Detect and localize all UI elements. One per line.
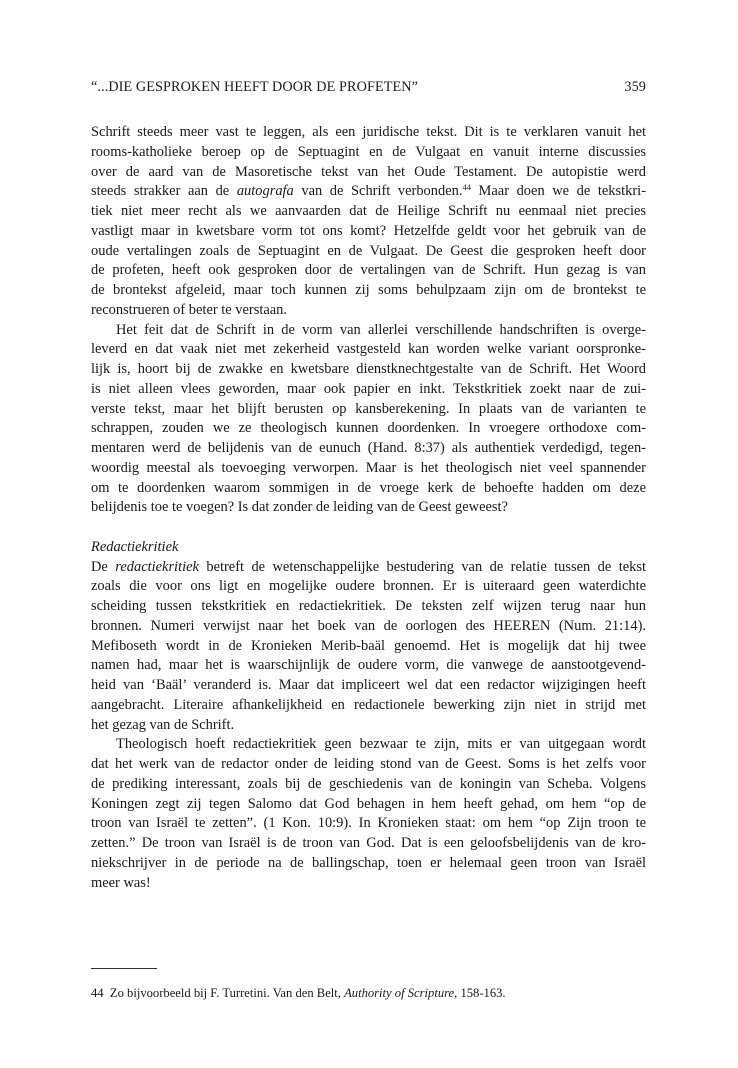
italic-term-redactiekritiek: redactiekritiek [115, 558, 199, 575]
text-line: tiek niet meer recht als we aanvaarden dat de Heilige Schrift nu eenmaal niet precies [91, 203, 646, 219]
text-line: oude vertalingen zoals de Septuagint en de Vulgaat. De Geest die gesproken heeft door [91, 242, 646, 259]
page-number: 359 [624, 79, 646, 95]
paragraph-4 [91, 735, 646, 893]
text-line: mentaren werd de belijdenis van de eunuch (Hand. 8:37) als authentiek verdedigd, tegen- [91, 440, 646, 456]
text-line: verste tekst, maar het blijft berusten op kansberekening. In plaats van de varianten te [91, 400, 646, 417]
text-line: bronnen. Numeri verwijst naar het boek van de oorlogen des HEEREN (Num. 21:14). [91, 617, 646, 634]
text-line: lijk is, hoort bij de zwakke en kwetsbare dienstknechtgestalte van de Schrift. Het Woord [91, 361, 646, 377]
blank-line [91, 518, 646, 538]
paragraph-3 [91, 558, 646, 736]
text-run: Maar doen we de tekstkri- [470, 183, 646, 200]
footnote-text: , 158-163. [454, 986, 506, 1000]
paragraph-1 [91, 123, 646, 321]
text-line: zoals die voor ons ligt en mogelijke oudere bronnen. Er is uiteraard geen waterdichte [91, 578, 646, 595]
text-line: over de aard van de Masoretische tekst van het Oude Testament. De autopistie werd [91, 163, 646, 180]
text-line: de prediking interessant, zoals bij de geschiedenis van de koningin van Scheba. Volgens [91, 775, 646, 792]
footnote-book-title: Authority of Scripture [344, 986, 455, 1000]
text-line: aangebracht. Literaire afhankelijkheid en redactionele bewerking zijn niet in strijd met [91, 696, 646, 713]
text-line: is niet alleen vlees geworden, maar ook papier en inkt. Tekstkritiek zoekt naar de zui- [91, 380, 646, 397]
text-line: Het feit dat de Schrift in de vorm van allerlei verschillende handschriften is overge- [116, 321, 646, 338]
text-run: steeds strakker aan de [91, 183, 237, 200]
text-line: troon van Israël te zetten”. (1 Kon. 10:9). In Kronieken staat: om hem “op Zijn troon te [91, 815, 646, 832]
footnote-divider [91, 968, 157, 969]
body-text [91, 123, 646, 893]
text-line: niekschrijver in de periode na de ballingschap, toen er helemaal geen troon van Israël [91, 854, 646, 871]
text-line: om te doordenken waarom sommigen in de vroege kerk de behoefte hadden om deze [91, 479, 646, 496]
text-line: belijdenis toe te voegen? Is dat zonder de leiding van de Geest geweest? [91, 499, 508, 516]
text-line: leverd en dat vaak niet met zekerheid vastgesteld kan worden welke variant oorspronke- [91, 341, 646, 358]
text-line: Schrift steeds meer vast te leggen, als een juridische tekst. Dit is te verklaren vanuit het [91, 124, 646, 140]
text-line: de profeten, heeft ook gesproken door de vertalingen van de Schrift. Hun gezag is van [91, 262, 646, 279]
text-run: De [91, 558, 116, 575]
paragraph-2 [91, 321, 646, 519]
text-line: scheiding tussen tekstkritiek en redactiekritiek. De teksten zelf wijzen terug naar hun [91, 598, 646, 614]
footnote [91, 985, 646, 1001]
italic-term-autografa: autografa [236, 183, 294, 200]
text-line [91, 182, 646, 202]
running-head-title: “...DIE GESPROKEN HEEFT DOOR DE PROFETEN” [91, 79, 418, 95]
text-line: Mefiboseth wordt in de Kronieken Merib-baäl genoemd. Het is mogelijk dat hij twee [91, 637, 646, 654]
text-run: van de Schrift verbonden. [293, 183, 463, 200]
text-line: reconstrueren of beter te verstaan. [91, 301, 288, 318]
section-heading: Redactiekritiek [91, 538, 179, 555]
footnote-number: 44 [91, 986, 104, 1000]
text-line: namen had, maar het is waarschijnlijk de oudere vorm, die vanwege de aanstootgevend- [91, 657, 646, 674]
text-line: de brontekst afgeleid, maar toch kunnen zij soms behulpzaam zijn om de brontekst te [91, 282, 646, 298]
text-line: woordig meestal als toevoeging verworpen. Maar is het theologisch niet veel spannender [91, 459, 646, 476]
text-run: betreft de wetenschappelijke bestudering van de relatie tussen de tekst [198, 558, 646, 575]
text-line: rooms-katholieke beroep op de Septuagint en de Vulgaat en vanuit interne discussies [91, 143, 646, 160]
text-line: het gezag van de Schrift. [91, 716, 235, 733]
text-line: heid van ‘Baäl’ veranderd is. Maar dat impliceert wel dat een redactor wijzigingen heeft [91, 677, 646, 693]
text-line: zetten.” De troon van Israël is de troon van God. Dat is een geloofsbelijdenis van de kro- [91, 835, 646, 851]
footnote-reference[interactable]: 44 [462, 182, 471, 193]
text-line: vastligt maar in kwetsbare vorm tot ons komt? Hetzelfde geldt voor het gebruik van de [91, 222, 646, 239]
footnote-text: Zo bijvoorbeeld bij F. Turretini. Van den Belt, [103, 986, 345, 1000]
text-line: Theologisch hoeft redactiekritiek geen bezwaar te zijn, mits er van uitgegaan wordt [116, 736, 646, 753]
text-line: dat het werk van de redactor onder de leiding stond van de Geest. Soms is het zelfs voor [91, 756, 646, 772]
text-line: meer was! [91, 874, 151, 891]
text-line [91, 558, 646, 578]
text-line: schrappen, zouden we ze theologisch kunnen doordenken. In vroegere orthodoxe com- [91, 420, 646, 437]
text-line: Koningen zegt zij tegen Salomo dat God behagen in hem heeft gehad, om hem “op de [91, 795, 646, 812]
